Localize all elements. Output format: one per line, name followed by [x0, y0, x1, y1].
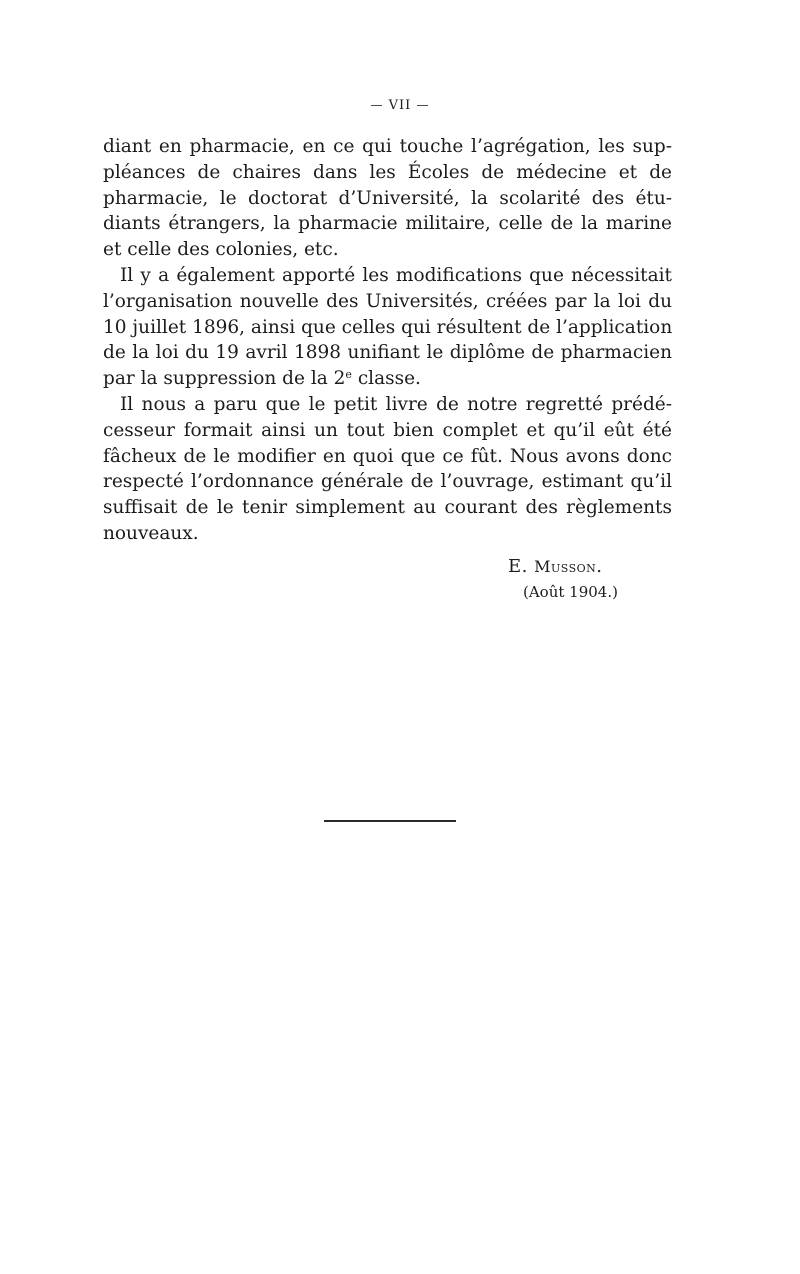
page-header [0, 98, 800, 113]
end-rule-divider [324, 820, 456, 822]
text-line: respecté l’ordonnance générale de l’ouvrage, estimant qu’il [103, 471, 672, 493]
text-line-part: par la suppression de la 2 [103, 368, 346, 390]
text-line: diants étrangers, la pharmacie militaire, celle de la marine [103, 213, 672, 235]
body-text [103, 134, 672, 547]
text-line: nouveaux. [103, 522, 199, 544]
text-line: diant en pharmacie, en ce qui touche l’agrégation, les sup- [103, 136, 672, 157]
text-line: 10 juillet 1896, ainsi que celles qui résultent de l’application [103, 316, 673, 338]
text-line [103, 366, 672, 392]
signature-period: . [596, 556, 603, 577]
text-line: Il y a également apporté les modifications que nécessitait [120, 264, 672, 286]
text-line: suffisait de le tenir simplement au courant des règlements [103, 497, 672, 519]
superscript: e [345, 368, 352, 382]
signature-date: (Août 1904.) [523, 583, 618, 601]
header-dash-left: — [370, 98, 384, 112]
text-line: de la loi du 19 avril 1898 unifiant le diplôme de pharmacien [103, 342, 672, 364]
text-line: pléances de chaires dans les Écoles de médecine et de [103, 161, 672, 183]
text-line: Il nous a paru que le petit livre de notre regretté prédé- [120, 393, 672, 415]
header-dash-right: — [416, 98, 430, 112]
text-line: l’organisation nouvelle des Universités, créées par la loi du [103, 290, 672, 312]
signature-initial: E. [508, 556, 535, 577]
text-line: et celle des colonies, etc. [103, 239, 339, 261]
signature-surname: Musson [534, 557, 597, 576]
text-line: pharmacie, le doctorat d’Université, la scolarité des étu- [103, 187, 672, 209]
text-line-part: classe. [351, 368, 421, 390]
text-line: cesseur formait ainsi un tout bien complet et qu’il eût été [103, 419, 672, 441]
signature-name [508, 556, 603, 577]
page-number: VII [388, 98, 412, 113]
text-line: fâcheux de le modifier en quoi que ce fût. Nous avons donc [103, 445, 672, 467]
